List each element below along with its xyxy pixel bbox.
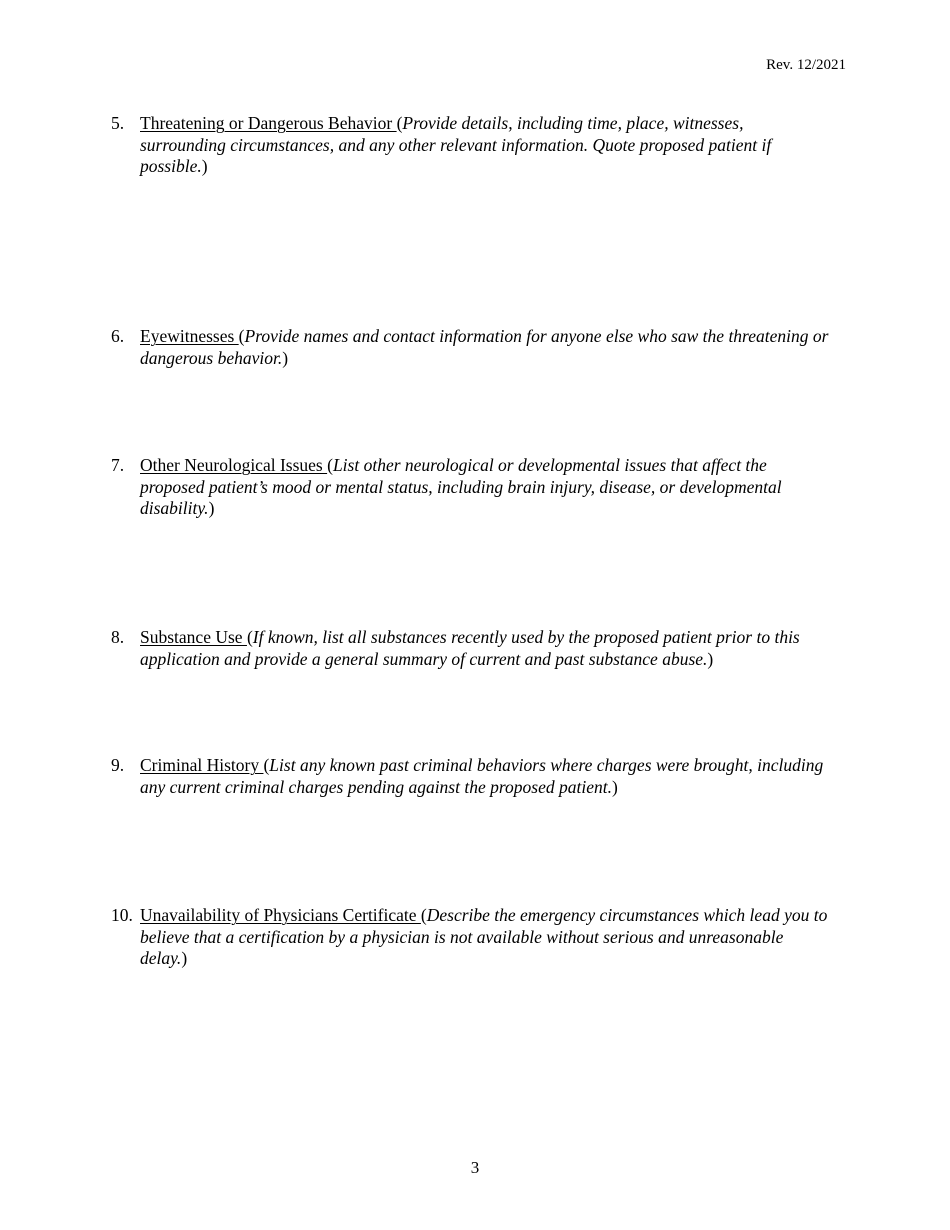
close-paren: ): [208, 498, 215, 518]
item-heading: Unavailability of Physicians Certificate: [140, 905, 421, 925]
item-number: 7.: [111, 455, 125, 475]
open-paren: (: [327, 455, 333, 475]
item-number: 9.: [111, 755, 125, 775]
close-paren: ): [181, 948, 188, 968]
revision-label: Rev. 12/2021: [766, 57, 846, 73]
item-heading: Threatening or Dangerous Behavior: [140, 113, 397, 133]
close-paren: ): [282, 347, 289, 368]
section-neurological-issues: [111, 455, 831, 520]
page-number: 3: [470, 1158, 480, 1177]
open-paren: (: [396, 113, 403, 133]
item-instruction: Provide details, including time, place, witnesses, surrounding circumstances, and any other relevant information. Quote proposed patient if possible.: [140, 113, 772, 176]
close-paren: ): [611, 776, 618, 797]
section-substance-use: [111, 627, 831, 670]
item-number: 5.: [111, 113, 125, 133]
open-paren: (: [263, 755, 270, 775]
item-number: 6.: [111, 326, 125, 346]
section-physicians-certificate: [111, 905, 831, 970]
item-instruction: Describe the emergency circumstances which lead you to believe that a certification by a physician is not available without serious and unreasonable delay.: [140, 905, 828, 968]
item-instruction: Provide names and contact information for anyone else who saw the threatening or dangerous behavior.: [140, 326, 829, 368]
item-heading: Substance Use: [140, 627, 247, 647]
close-paren: ): [707, 648, 714, 669]
close-paren: ): [201, 156, 208, 176]
item-number: 8.: [111, 627, 125, 647]
item-instruction: List other neurological or developmental issues that affect the proposed patient’s mood or mental status, including brain injury, disease, or developmental disability.: [140, 455, 782, 518]
item-heading: Other Neurological Issues: [140, 455, 328, 475]
item-instruction: If known, list all substances recently used by the proposed patient prior to this application and provide a general summary of current and past substance abuse.: [140, 627, 800, 669]
open-paren: (: [246, 627, 253, 647]
item-number: 10.: [111, 905, 133, 925]
open-paren: (: [420, 905, 427, 925]
section-criminal-history: [111, 755, 831, 798]
section-eyewitnesses: [111, 326, 831, 369]
item-heading: Criminal History: [140, 755, 264, 775]
section-threatening-behavior: [111, 113, 831, 178]
item-instruction: List any known past criminal behaviors where charges were brought, including any current criminal charges pending against the proposed patient.: [140, 755, 824, 797]
item-heading: Eyewitnesses: [140, 326, 239, 346]
open-paren: (: [238, 326, 245, 346]
